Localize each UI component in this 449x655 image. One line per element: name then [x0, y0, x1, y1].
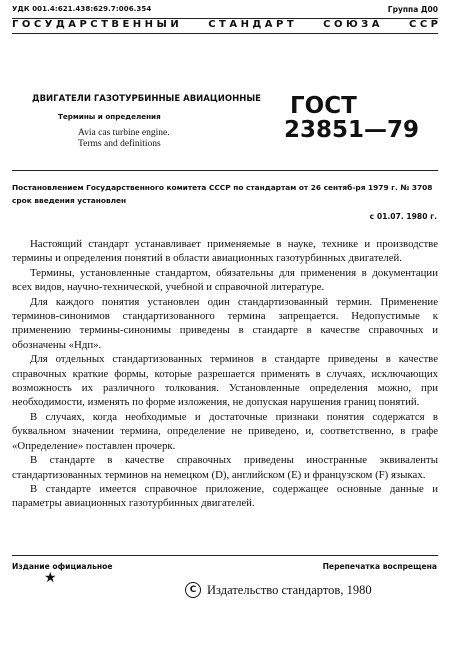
gost-label: ГОСТ	[290, 93, 357, 119]
publisher-line	[185, 582, 372, 598]
standard-title: ДВИГАТЕЛИ ГАЗОТУРБИННЫЕ АВИАЦИОННЫЕ	[32, 94, 261, 104]
gost-number: 23851—79	[284, 117, 420, 143]
reprint-notice: Перепечатка воспрещена	[322, 562, 437, 571]
paragraph: Для отдельных стандартизованных терминов в стандарте приведены в качестве справочных краткие формы, которые разрешается применять в случаях, исключающих возможность их различного толкования. Установленные определения можно, при необходимости, изменять по форме изложения, не допуская нарушения границ понятий.	[12, 353, 438, 409]
banner-word: Г О С У Д А Р С Т В Е Н Н Ы Й	[12, 19, 179, 30]
footer-rule	[12, 555, 438, 556]
group-code: Группа Д00	[387, 5, 438, 14]
section-rule	[12, 170, 438, 171]
publisher-name: Издательство стандартов, 1980	[207, 582, 372, 597]
banner-word: С Т А Н Д А Р Т	[208, 19, 294, 30]
udk-code: УДК 001.4:621.438:629.7:006.354	[12, 5, 152, 13]
copyright-icon: C	[185, 582, 201, 598]
paragraph: Термины, установленные стандартом, обязательны для применения в документации всех видов, научно-технической, учебной и справочной литературе.	[12, 266, 438, 294]
decree-text: Постановлением Государственного комитета СССР по стандартам от 26 сентяб-ря 1979 г. № 3708 срок введения установлен	[12, 183, 433, 205]
star-icon: ★	[44, 571, 57, 586]
standard-subtitle: Термины и определения	[58, 112, 161, 121]
body-text	[12, 237, 438, 511]
state-standard-banner	[12, 19, 438, 30]
english-title-line1: Avia cas turbine engine.	[78, 128, 170, 138]
paragraph: В случаях, когда необходимые и достаточные признаки понятия содержатся в буквальном значении термина, определение не приведено, и, соответственно, в графе «Определение» поставлен прочерк.	[12, 410, 438, 452]
paragraph: Настоящий стандарт устанавливает применяемые в науке, технике и производстве термины и определения понятий в области авиационных газотурбинных двигателей.	[12, 238, 438, 265]
paragraph: Для каждого понятия установлен один стандартизованный термин. Применение терминов-синонимов стандартизованного термина запрещается. Недопустимые к применению термины-синонимы приведены в стандарте в качестве справочных и обозначены «Ндп».	[12, 295, 438, 351]
paragraph: В стандарте в качестве справочных приведены иностранные эквиваленты стандартизованных терминов на немецком (D), английском (E) и французском (F) языках.	[12, 454, 438, 481]
top-rule	[12, 18, 438, 19]
paragraph: В стандарте имеется справочное приложение, содержащее основные данные и параметры авиационных газотурбинных двигателей.	[12, 482, 438, 510]
effective-date: с 01.07. 1980 г.	[369, 212, 437, 221]
official-edition-label: Издание официальное	[12, 562, 113, 571]
english-title-line2: Terms and definitions	[78, 139, 161, 149]
banner-word: С С Р	[409, 19, 438, 30]
banner-rule	[12, 33, 438, 34]
banner-word: С О Ю З А	[323, 19, 380, 30]
